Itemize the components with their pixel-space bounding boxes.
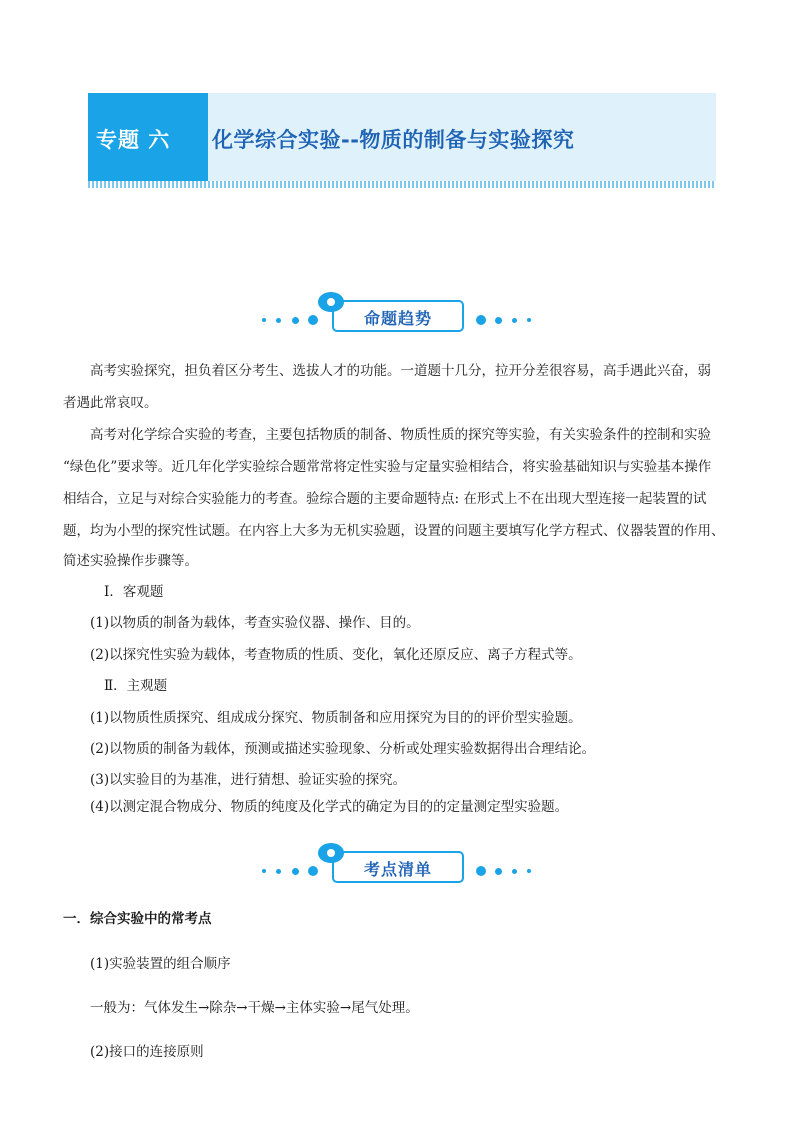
- topic-label: 专题 六: [96, 128, 171, 152]
- dot-icon: [262, 869, 266, 873]
- subjective-heading: Ⅱ．主观题: [104, 678, 168, 694]
- dot-icon: [292, 868, 299, 875]
- trend-para1-line2: 者遇此常哀叹。: [63, 395, 158, 411]
- subjective-item: (3)以实验目的为基准，进行猜想、验证实验的探究。: [90, 772, 407, 788]
- section-pill: [332, 300, 464, 332]
- dot-icon: [512, 869, 517, 874]
- dot-icon: [276, 869, 281, 874]
- checklist-item-title: (1)实验装置的组合顺序: [90, 956, 231, 972]
- dot-icon: [476, 866, 486, 876]
- checklist-item-body: 一般为：气体发生→除杂→干燥→主体实验→尾气处理。: [90, 1000, 419, 1016]
- title-banner: [88, 93, 716, 181]
- banner-stripe: [88, 181, 716, 188]
- dot-icon: [476, 315, 486, 325]
- objective-item: (2)以探究性实验为载体，考查物质的性质、变化，氧化还原反应、离子方程式等。: [90, 647, 582, 663]
- dot-icon: [308, 866, 318, 876]
- objective-item: (1)以物质的制备为载体，考查实验仪器、操作、目的。: [90, 615, 420, 631]
- dot-icon: [308, 315, 318, 325]
- dot-icon: [262, 318, 266, 322]
- checklist-heading: 一．综合实验中的常考点: [63, 911, 212, 927]
- subjective-item: (2)以物质的制备为载体，预测或描述实验现象、分析或处理实验数据得出合理结论。: [90, 741, 596, 757]
- trend-para2-line5: 简述实验操作步骤等。: [63, 553, 198, 569]
- dot-icon: [276, 318, 281, 323]
- section-header-trend: [250, 292, 550, 342]
- eye-icon: [318, 292, 344, 312]
- section-pill: [332, 851, 464, 883]
- trend-para2-line2: “绿色化”要求等。近几年化学实验综合题常常将定性实验与定量实验相结合，将实验基础知识与实验基本操作: [63, 459, 712, 475]
- trend-para2-line1: 高考对化学综合实验的考查，主要包括物质的制备、物质性质的探究等实验，有关实验条件的控制和实验: [90, 427, 711, 443]
- subjective-item: (4)以测定混合物成分、物质的纯度及化学式的确定为目的的定量测定型实验题。: [90, 799, 569, 815]
- topic-label-box: [88, 93, 208, 181]
- dot-icon: [292, 317, 299, 324]
- objective-heading: Ⅰ．客观题: [104, 584, 164, 600]
- trend-para2-line3: 相结合，立足与对综合实验能力的考查。验综合题的主要命题特点: 在形式上不在出现大型连接一起装置的试: [63, 491, 707, 507]
- section-title: 命题趋势: [363, 309, 432, 328]
- page-title: 化学综合实验--物质的制备与实验探究: [212, 128, 575, 152]
- dot-icon: [495, 317, 502, 324]
- trend-para2-line4: 题，均为小型的探究性试题。在内容上大多为无机实验题，设置的问题主要填写化学方程式、仪器装置的作用、: [63, 523, 725, 539]
- dot-icon: [527, 318, 531, 322]
- section-header-checklist: [250, 843, 550, 893]
- trend-para1-line1: 高考实验探究，担负着区分考生、选拔人才的功能。一道题十几分，拉开分差很容易，高手遇此兴奋，弱: [90, 363, 711, 379]
- eye-icon: [318, 843, 344, 863]
- subjective-item: (1)以物质性质探究、组成成分探究、物质制备和应用探究为目的的评价型实验题。: [90, 710, 582, 726]
- dot-icon: [495, 868, 502, 875]
- checklist-item-title: (2)接口的连接原则: [90, 1044, 204, 1060]
- dot-icon: [527, 869, 531, 873]
- dot-icon: [512, 318, 517, 323]
- section-title: 考点清单: [363, 860, 432, 879]
